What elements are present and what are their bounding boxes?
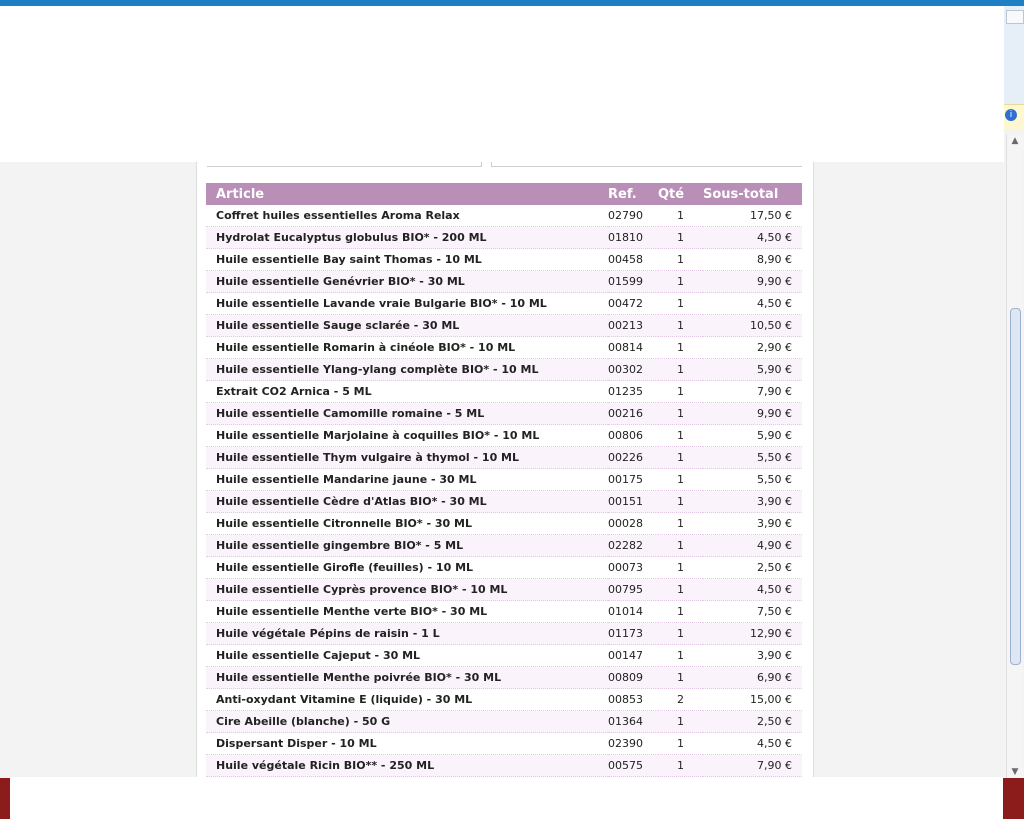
table-row [206, 733, 802, 755]
header-article: Article [206, 183, 608, 205]
table-row [206, 689, 802, 711]
table-row [206, 491, 802, 513]
cell-subtotal: 17,50 € [703, 205, 802, 227]
cell-ref: 00853 [608, 689, 658, 711]
table-row [206, 381, 802, 403]
cell-qty: 1 [658, 293, 703, 315]
cell-ref: 00809 [608, 667, 658, 689]
cell-article: Huile essentielle Menthe verte BIO* - 30 ML [206, 601, 608, 623]
cell-ref: 00458 [608, 249, 658, 271]
cell-ref: 00226 [608, 447, 658, 469]
cell-article: Huile essentielle Girofle (feuilles) - 10 ML [206, 557, 608, 579]
cell-article: Cire Abeille (blanche) - 50 G [206, 711, 608, 733]
cell-qty: 1 [658, 249, 703, 271]
table-row [206, 535, 802, 557]
cell-qty: 1 [658, 513, 703, 535]
cell-ref: 01599 [608, 271, 658, 293]
cell-subtotal: 5,50 € [703, 447, 802, 469]
cell-subtotal: 7,50 € [703, 601, 802, 623]
cell-article: Huile essentielle Bay saint Thomas - 10 ML [206, 249, 608, 271]
cell-subtotal: 5,50 € [703, 469, 802, 491]
table-row [206, 205, 802, 227]
table-row [206, 513, 802, 535]
cell-subtotal: 3,90 € [703, 645, 802, 667]
cell-article: Dispersant Disper - 10 ML [206, 733, 608, 755]
cell-subtotal: 3,90 € [703, 513, 802, 535]
table-row [206, 645, 802, 667]
table-row [206, 601, 802, 623]
cell-qty: 2 [658, 689, 703, 711]
cell-ref: 01235 [608, 381, 658, 403]
table-row [206, 227, 802, 249]
cell-qty: 1 [658, 315, 703, 337]
scroll-down-icon[interactable]: ▼ [1011, 767, 1019, 777]
table-row [206, 623, 802, 645]
cell-article: Huile végétale Pépins de raisin - 1 L [206, 623, 608, 645]
info-bar [1004, 104, 1024, 129]
cell-qty: 1 [658, 359, 703, 381]
form-field-right[interactable] [491, 162, 802, 167]
table-row [206, 469, 802, 491]
cell-qty: 1 [658, 403, 703, 425]
cell-subtotal: 4,50 € [703, 293, 802, 315]
cell-article: Hydrolat Eucalyptus globulus BIO* - 200 ML [206, 227, 608, 249]
cell-ref: 00814 [608, 337, 658, 359]
cell-subtotal: 10,50 € [703, 315, 802, 337]
cell-ref: 00472 [608, 293, 658, 315]
cell-ref: 00302 [608, 359, 658, 381]
table-row [206, 315, 802, 337]
cell-qty: 1 [658, 601, 703, 623]
cell-qty: 1 [658, 733, 703, 755]
cell-subtotal: 4,90 € [703, 535, 802, 557]
cell-qty: 1 [658, 425, 703, 447]
order-items-table [206, 183, 802, 777]
taskbar-right [1003, 778, 1024, 819]
cell-ref: 00073 [608, 557, 658, 579]
cell-subtotal: 15,00 € [703, 689, 802, 711]
cell-qty: 1 [658, 469, 703, 491]
cell-ref: 01014 [608, 601, 658, 623]
cell-qty: 1 [658, 227, 703, 249]
scroll-thumb[interactable] [1010, 308, 1021, 665]
cell-subtotal: 4,50 € [703, 579, 802, 601]
cell-article: Extrait CO2 Arnica - 5 ML [206, 381, 608, 403]
cell-article: Huile végétale Ricin BIO** - 250 ML [206, 755, 608, 777]
cell-subtotal: 5,90 € [703, 359, 802, 381]
cell-article: Huile essentielle Cajeput - 30 ML [206, 645, 608, 667]
cell-qty: 1 [658, 447, 703, 469]
cell-ref: 00213 [608, 315, 658, 337]
cell-subtotal: 2,50 € [703, 711, 802, 733]
cell-qty: 1 [658, 579, 703, 601]
cell-ref: 01364 [608, 711, 658, 733]
cell-article: Huile essentielle Thym vulgaire à thymol - 10 ML [206, 447, 608, 469]
cell-article: Huile essentielle Lavande vraie Bulgarie BIO* - 10 ML [206, 293, 608, 315]
cell-subtotal: 6,90 € [703, 667, 802, 689]
cell-article: Huile essentielle Marjolaine à coquilles BIO* - 10 ML [206, 425, 608, 447]
window-control-button[interactable] [1006, 10, 1024, 24]
form-field-left[interactable] [207, 162, 482, 167]
cell-article: Huile essentielle Cyprès provence BIO* - 10 ML [206, 579, 608, 601]
cell-qty: 1 [658, 667, 703, 689]
vertical-scrollbar[interactable] [1006, 134, 1023, 779]
taskbar-left [0, 778, 10, 819]
table-row [206, 337, 802, 359]
cell-qty: 1 [658, 491, 703, 513]
cell-ref: 00028 [608, 513, 658, 535]
window-controls-area [1004, 6, 1024, 106]
cell-subtotal: 4,50 € [703, 733, 802, 755]
table-row [206, 403, 802, 425]
cell-article: Anti-oxydant Vitamine E (liquide) - 30 ML [206, 689, 608, 711]
cell-qty: 1 [658, 381, 703, 403]
cell-subtotal: 8,90 € [703, 249, 802, 271]
redacted-header-overlay [0, 6, 1004, 162]
cell-article: Huile essentielle Mandarine jaune - 30 ML [206, 469, 608, 491]
table-row [206, 359, 802, 381]
cell-ref: 00147 [608, 645, 658, 667]
cell-qty: 1 [658, 271, 703, 293]
cell-ref: 02390 [608, 733, 658, 755]
table-row [206, 249, 802, 271]
cell-qty: 1 [658, 535, 703, 557]
table-row [206, 271, 802, 293]
cell-article: Huile essentielle Menthe poivrée BIO* - 30 ML [206, 667, 608, 689]
cell-subtotal: 7,90 € [703, 381, 802, 403]
table-header-row [206, 183, 802, 205]
header-subtotal: Sous-total [703, 183, 802, 205]
cell-ref: 01173 [608, 623, 658, 645]
cell-ref: 01810 [608, 227, 658, 249]
cell-article: Huile essentielle Camomille romaine - 5 ML [206, 403, 608, 425]
header-ref: Ref. [608, 183, 658, 205]
table-row [206, 579, 802, 601]
cell-ref: 00175 [608, 469, 658, 491]
cell-article: Huile essentielle Cèdre d'Atlas BIO* - 30 ML [206, 491, 608, 513]
cell-ref: 00806 [608, 425, 658, 447]
cell-article: Huile essentielle Romarin à cinéole BIO* - 10 ML [206, 337, 608, 359]
cell-qty: 1 [658, 205, 703, 227]
scroll-up-icon[interactable]: ▲ [1011, 136, 1019, 146]
cell-subtotal: 4,50 € [703, 227, 802, 249]
cell-subtotal: 3,90 € [703, 491, 802, 513]
redacted-footer-overlay [10, 777, 1003, 819]
table-row [206, 293, 802, 315]
cell-qty: 1 [658, 623, 703, 645]
cell-ref: 00575 [608, 755, 658, 777]
cell-ref: 00216 [608, 403, 658, 425]
table-row [206, 557, 802, 579]
cell-subtotal: 2,90 € [703, 337, 802, 359]
cell-ref: 02790 [608, 205, 658, 227]
cell-ref: 02282 [608, 535, 658, 557]
cell-subtotal: 9,90 € [703, 403, 802, 425]
cell-subtotal: 5,90 € [703, 425, 802, 447]
table-row [206, 667, 802, 689]
cell-qty: 1 [658, 337, 703, 359]
header-qty: Qté [658, 183, 703, 205]
cell-article: Huile essentielle Ylang-ylang complète BIO* - 10 ML [206, 359, 608, 381]
cell-qty: 1 [658, 645, 703, 667]
cell-subtotal: 7,90 € [703, 755, 802, 777]
cell-article: Huile essentielle Genévrier BIO* - 30 ML [206, 271, 608, 293]
table-row [206, 425, 802, 447]
cell-subtotal: 12,90 € [703, 623, 802, 645]
cell-qty: 1 [658, 557, 703, 579]
cell-ref: 00795 [608, 579, 658, 601]
table-row [206, 447, 802, 469]
cell-article: Coffret huiles essentielles Aroma Relax [206, 205, 608, 227]
cell-qty: 1 [658, 755, 703, 777]
cell-article: Huile essentielle Citronnelle BIO* - 30 ML [206, 513, 608, 535]
table-row [206, 755, 802, 777]
cell-subtotal: 2,50 € [703, 557, 802, 579]
info-icon: i [1005, 109, 1017, 121]
cell-article: Huile essentielle gingembre BIO* - 5 ML [206, 535, 608, 557]
cell-qty: 1 [658, 711, 703, 733]
table-row [206, 711, 802, 733]
cell-ref: 00151 [608, 491, 658, 513]
cell-article: Huile essentielle Sauge sclarée - 30 ML [206, 315, 608, 337]
cell-subtotal: 9,90 € [703, 271, 802, 293]
